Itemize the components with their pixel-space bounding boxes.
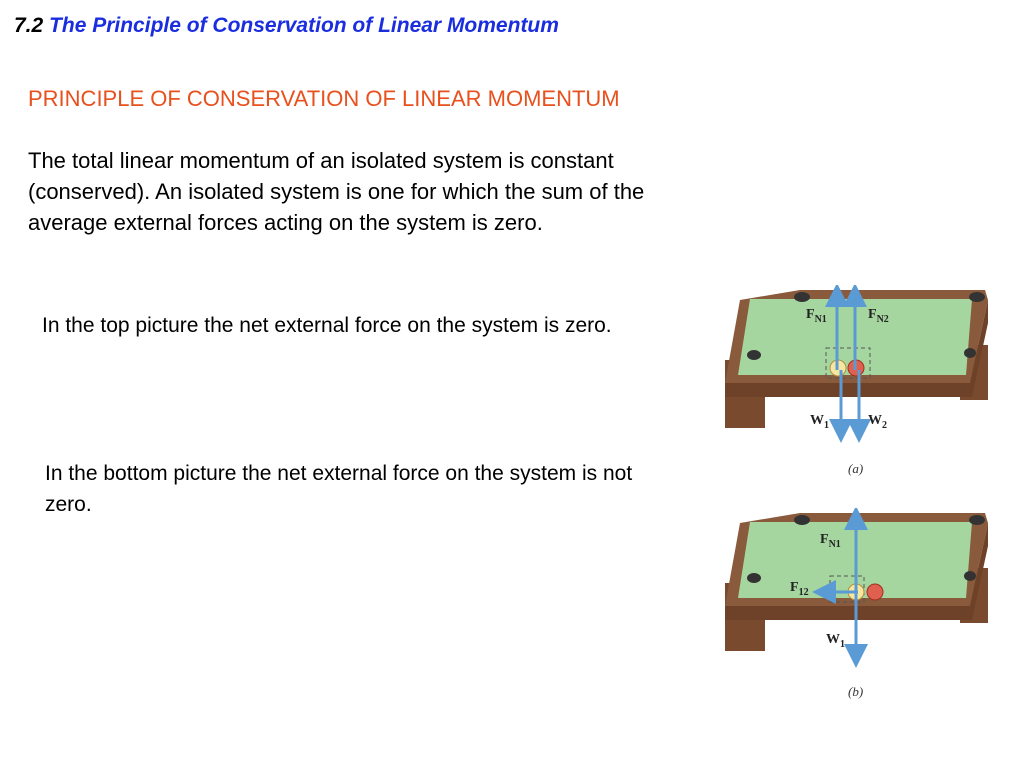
label-f12-b: $F_{12}$ [790, 580, 809, 598]
label-w2-a: $W_2$ [868, 413, 887, 431]
label-fn1-a: $F_{N1}$ [806, 307, 827, 325]
figure-b-pool-table [720, 508, 1020, 708]
label-fn2-a: $F_{N2}$ [868, 307, 889, 325]
section-heading: PRINCIPLE OF CONSERVATION OF LINEAR MOMENTUM [28, 86, 620, 111]
slide-number: 7.2 [14, 14, 44, 37]
label-w1-b: $W_1$ [826, 632, 845, 650]
caption-b: (b) [848, 684, 864, 699]
pool-table-illustration-b [720, 508, 1020, 708]
note-top-picture: In the top picture the net external force on the system is zero. [42, 314, 612, 337]
label-fn1-b: $F_{N1}$ [820, 532, 841, 550]
figure-a-pool-table [720, 285, 1020, 485]
note-bottom-picture: In the bottom picture the net external force on the system is not zero. [45, 462, 633, 516]
slide-title [14, 14, 559, 38]
slide-title-text: The Principle of Conservation of Linear Momentum [49, 14, 559, 37]
definition-paragraph: The total linear momentum of an isolated system is constant (conserved). An isolated system is one for which the sum of the average external forces acting on the system is zero. [28, 148, 645, 235]
caption-a: (a) [848, 461, 864, 476]
label-w1-a: $W_1$ [810, 413, 829, 431]
